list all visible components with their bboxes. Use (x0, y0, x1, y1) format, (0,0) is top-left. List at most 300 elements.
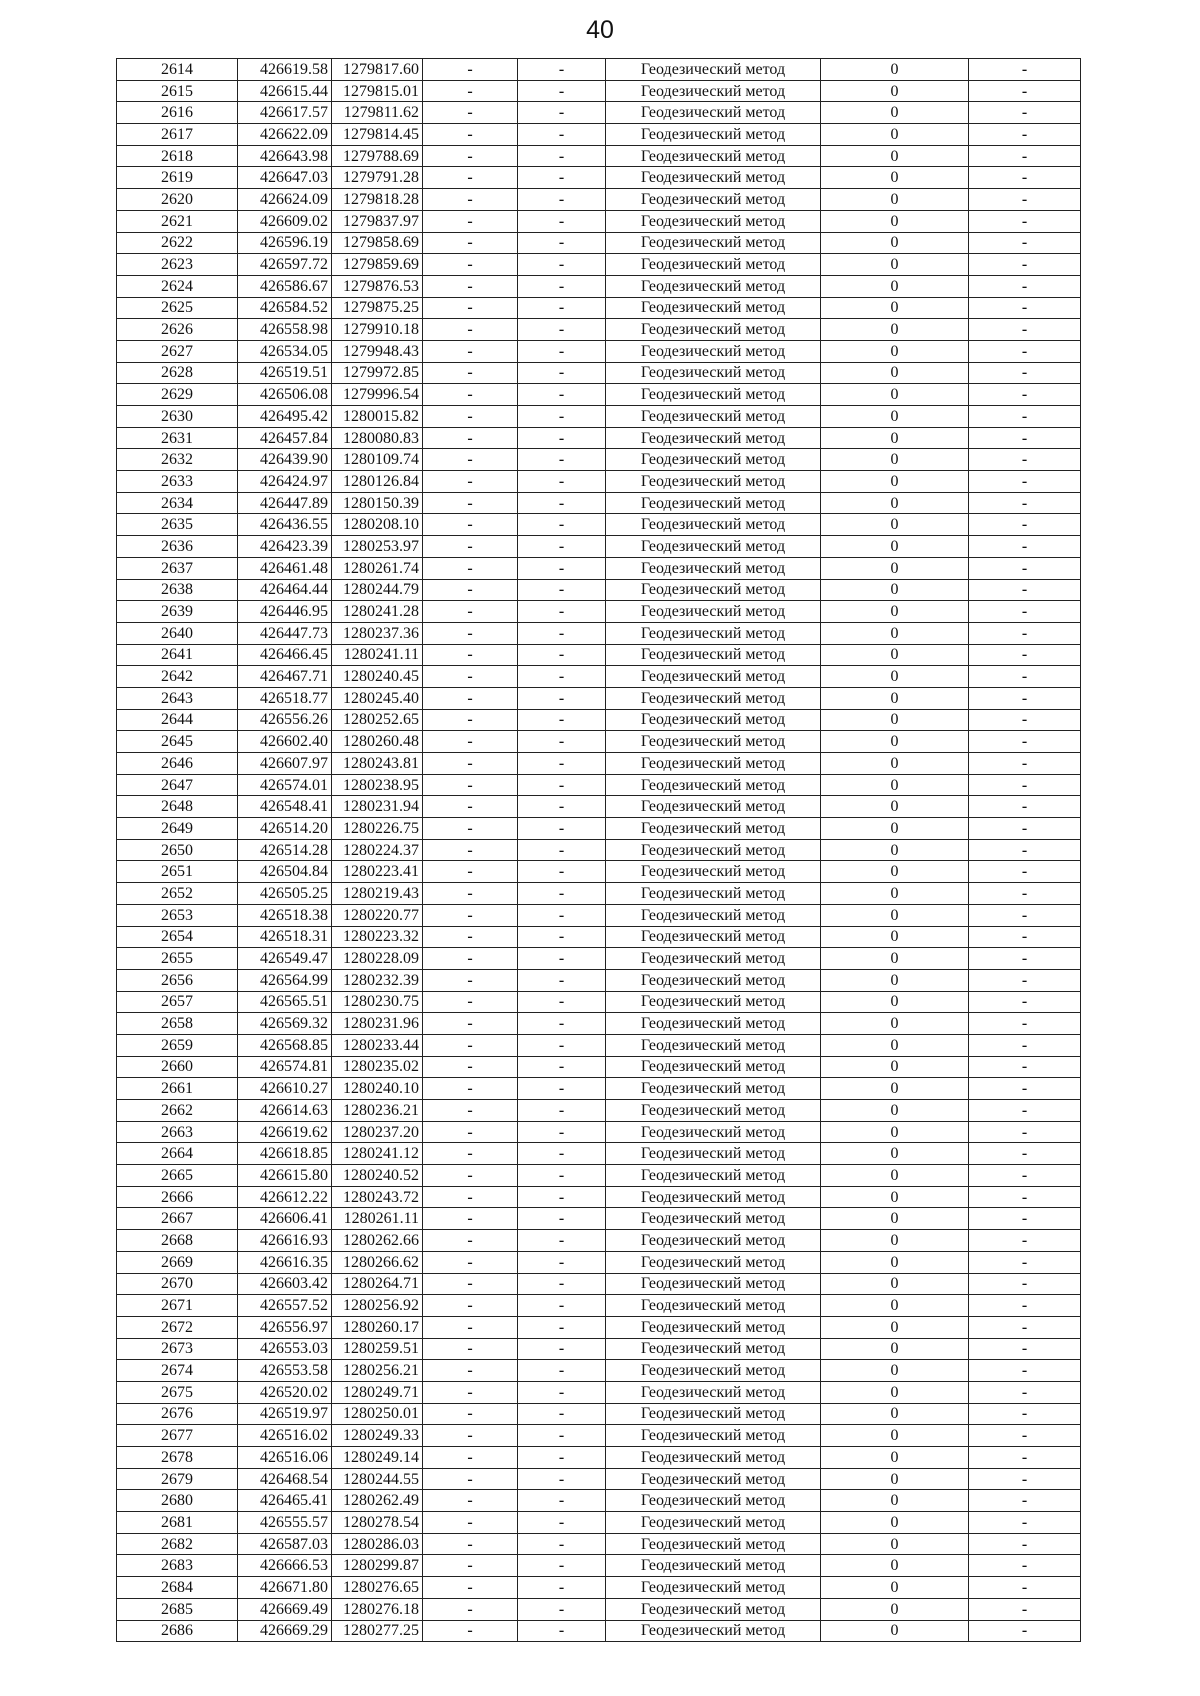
dash-cell: - (423, 340, 518, 362)
dash-cell: - (969, 1056, 1081, 1078)
point-number-cell: 2638 (117, 579, 238, 601)
dash-cell: - (423, 687, 518, 709)
dash-cell: - (969, 991, 1081, 1013)
dash-cell: - (518, 666, 606, 688)
y-coordinate-cell: 1280253.97 (332, 536, 423, 558)
dash-cell: - (969, 904, 1081, 926)
y-coordinate-cell: 1280230.75 (332, 991, 423, 1013)
point-number-cell: 2668 (117, 1230, 238, 1252)
x-coordinate-cell: 426514.20 (238, 818, 332, 840)
dash-cell: - (518, 1381, 606, 1403)
dash-cell: - (518, 297, 606, 319)
method-cell: Геодезический метод (606, 514, 821, 536)
x-coordinate-cell: 426466.45 (238, 644, 332, 666)
dash-cell: - (969, 210, 1081, 232)
dash-cell: - (423, 926, 518, 948)
point-number-cell: 2663 (117, 1121, 238, 1143)
error-value-cell: 0 (821, 1338, 969, 1360)
method-cell: Геодезический метод (606, 818, 821, 840)
dash-cell: - (969, 254, 1081, 276)
table-row (117, 601, 1081, 623)
table-row (117, 1078, 1081, 1100)
method-cell: Геодезический метод (606, 1165, 821, 1187)
y-coordinate-cell: 1280264.71 (332, 1273, 423, 1295)
dash-cell: - (969, 124, 1081, 146)
method-cell: Геодезический метод (606, 557, 821, 579)
dash-cell: - (518, 1273, 606, 1295)
error-value-cell: 0 (821, 1056, 969, 1078)
y-coordinate-cell: 1280240.10 (332, 1078, 423, 1100)
error-value-cell: 0 (821, 232, 969, 254)
table-row (117, 1316, 1081, 1338)
y-coordinate-cell: 1279814.45 (332, 124, 423, 146)
table-row (117, 1121, 1081, 1143)
dash-cell: - (518, 774, 606, 796)
table-row (117, 514, 1081, 536)
table-row (117, 492, 1081, 514)
method-cell: Геодезический метод (606, 1512, 821, 1534)
x-coordinate-cell: 426564.99 (238, 969, 332, 991)
method-cell: Геодезический метод (606, 362, 821, 384)
y-coordinate-cell: 1280236.21 (332, 1100, 423, 1122)
x-coordinate-cell: 426555.57 (238, 1512, 332, 1534)
error-value-cell: 0 (821, 1512, 969, 1534)
error-value-cell: 0 (821, 774, 969, 796)
method-cell: Геодезический метод (606, 384, 821, 406)
x-coordinate-cell: 426505.25 (238, 883, 332, 905)
x-coordinate-cell: 426423.39 (238, 536, 332, 558)
dash-cell: - (969, 319, 1081, 341)
table-row (117, 1056, 1081, 1078)
y-coordinate-cell: 1280233.44 (332, 1034, 423, 1056)
y-coordinate-cell: 1280109.74 (332, 449, 423, 471)
dash-cell: - (423, 319, 518, 341)
method-cell: Геодезический метод (606, 1468, 821, 1490)
dash-cell: - (518, 362, 606, 384)
table-row (117, 904, 1081, 926)
method-cell: Геодезический метод (606, 861, 821, 883)
point-number-cell: 2653 (117, 904, 238, 926)
x-coordinate-cell: 426447.89 (238, 492, 332, 514)
dash-cell: - (423, 1598, 518, 1620)
dash-cell: - (423, 1208, 518, 1230)
error-value-cell: 0 (821, 904, 969, 926)
dash-cell: - (969, 622, 1081, 644)
x-coordinate-cell: 426558.98 (238, 319, 332, 341)
method-cell: Геодезический метод (606, 1425, 821, 1447)
dash-cell: - (518, 254, 606, 276)
y-coordinate-cell: 1279996.54 (332, 384, 423, 406)
table-row (117, 427, 1081, 449)
method-cell: Геодезический метод (606, 1034, 821, 1056)
method-cell: Геодезический метод (606, 774, 821, 796)
x-coordinate-cell: 426584.52 (238, 297, 332, 319)
table-row (117, 883, 1081, 905)
dash-cell: - (423, 59, 518, 81)
table-row (117, 1338, 1081, 1360)
method-cell: Геодезический метод (606, 319, 821, 341)
table-row (117, 167, 1081, 189)
error-value-cell: 0 (821, 1078, 969, 1100)
x-coordinate-cell: 426618.85 (238, 1143, 332, 1165)
table-row (117, 796, 1081, 818)
method-cell: Геодезический метод (606, 883, 821, 905)
dash-cell: - (423, 1013, 518, 1035)
dash-cell: - (423, 1230, 518, 1252)
dash-cell: - (423, 167, 518, 189)
table-row (117, 839, 1081, 861)
dash-cell: - (518, 1447, 606, 1469)
dash-cell: - (518, 818, 606, 840)
table-row (117, 449, 1081, 471)
dash-cell: - (423, 124, 518, 146)
table-row (117, 1013, 1081, 1035)
dash-cell: - (518, 1186, 606, 1208)
method-cell: Геодезический метод (606, 210, 821, 232)
dash-cell: - (969, 1620, 1081, 1642)
error-value-cell: 0 (821, 1620, 969, 1642)
error-value-cell: 0 (821, 449, 969, 471)
method-cell: Геодезический метод (606, 709, 821, 731)
dash-cell: - (423, 1186, 518, 1208)
dash-cell: - (518, 167, 606, 189)
x-coordinate-cell: 426467.71 (238, 666, 332, 688)
dash-cell: - (969, 579, 1081, 601)
dash-cell: - (423, 1425, 518, 1447)
y-coordinate-cell: 1280260.17 (332, 1316, 423, 1338)
error-value-cell: 0 (821, 340, 969, 362)
table-row (117, 948, 1081, 970)
error-value-cell: 0 (821, 1316, 969, 1338)
table-row (117, 1165, 1081, 1187)
table-row (117, 362, 1081, 384)
method-cell: Геодезический метод (606, 796, 821, 818)
dash-cell: - (518, 1013, 606, 1035)
error-value-cell: 0 (821, 536, 969, 558)
method-cell: Геодезический метод (606, 839, 821, 861)
method-cell: Геодезический метод (606, 753, 821, 775)
coordinates-table (116, 58, 1081, 1642)
dash-cell: - (518, 1468, 606, 1490)
point-number-cell: 2667 (117, 1208, 238, 1230)
table-row (117, 384, 1081, 406)
x-coordinate-cell: 426468.54 (238, 1468, 332, 1490)
x-coordinate-cell: 426603.42 (238, 1273, 332, 1295)
dash-cell: - (423, 839, 518, 861)
y-coordinate-cell: 1280126.84 (332, 471, 423, 493)
dash-cell: - (518, 514, 606, 536)
dash-cell: - (969, 1555, 1081, 1577)
point-number-cell: 2674 (117, 1360, 238, 1382)
x-coordinate-cell: 426616.35 (238, 1251, 332, 1273)
point-number-cell: 2615 (117, 80, 238, 102)
method-cell: Геодезический метод (606, 1555, 821, 1577)
dash-cell: - (969, 1316, 1081, 1338)
dash-cell: - (518, 319, 606, 341)
x-coordinate-cell: 426643.98 (238, 145, 332, 167)
point-number-cell: 2666 (117, 1186, 238, 1208)
method-cell: Геодезический метод (606, 1078, 821, 1100)
table-row (117, 536, 1081, 558)
point-number-cell: 2627 (117, 340, 238, 362)
y-coordinate-cell: 1280243.72 (332, 1186, 423, 1208)
error-value-cell: 0 (821, 1165, 969, 1187)
y-coordinate-cell: 1279811.62 (332, 102, 423, 124)
point-number-cell: 2671 (117, 1295, 238, 1317)
point-number-cell: 2622 (117, 232, 238, 254)
dash-cell: - (969, 1273, 1081, 1295)
method-cell: Геодезический метод (606, 1121, 821, 1143)
dash-cell: - (518, 948, 606, 970)
point-number-cell: 2683 (117, 1555, 238, 1577)
dash-cell: - (423, 1360, 518, 1382)
dash-cell: - (518, 1512, 606, 1534)
error-value-cell: 0 (821, 1381, 969, 1403)
x-coordinate-cell: 426516.06 (238, 1447, 332, 1469)
y-coordinate-cell: 1280223.41 (332, 861, 423, 883)
method-cell: Геодезический метод (606, 601, 821, 623)
method-cell: Геодезический метод (606, 1447, 821, 1469)
dash-cell: - (423, 254, 518, 276)
dash-cell: - (969, 557, 1081, 579)
dash-cell: - (518, 275, 606, 297)
error-value-cell: 0 (821, 297, 969, 319)
dash-cell: - (969, 471, 1081, 493)
dash-cell: - (518, 1490, 606, 1512)
y-coordinate-cell: 1280244.55 (332, 1468, 423, 1490)
error-value-cell: 0 (821, 926, 969, 948)
y-coordinate-cell: 1279875.25 (332, 297, 423, 319)
table-row (117, 1100, 1081, 1122)
dash-cell: - (518, 1425, 606, 1447)
dash-cell: - (423, 1034, 518, 1056)
table-row (117, 59, 1081, 81)
dash-cell: - (423, 1620, 518, 1642)
error-value-cell: 0 (821, 1208, 969, 1230)
dash-cell: - (423, 1316, 518, 1338)
error-value-cell: 0 (821, 210, 969, 232)
dash-cell: - (969, 340, 1081, 362)
point-number-cell: 2656 (117, 969, 238, 991)
dash-cell: - (969, 1468, 1081, 1490)
error-value-cell: 0 (821, 1533, 969, 1555)
method-cell: Геодезический метод (606, 1620, 821, 1642)
dash-cell: - (518, 102, 606, 124)
dash-cell: - (518, 1316, 606, 1338)
x-coordinate-cell: 426439.90 (238, 449, 332, 471)
y-coordinate-cell: 1280299.87 (332, 1555, 423, 1577)
method-cell: Геодезический метод (606, 254, 821, 276)
table-row (117, 666, 1081, 688)
error-value-cell: 0 (821, 189, 969, 211)
point-number-cell: 2639 (117, 601, 238, 623)
error-value-cell: 0 (821, 666, 969, 688)
y-coordinate-cell: 1280256.92 (332, 1295, 423, 1317)
dash-cell: - (423, 969, 518, 991)
table-row (117, 1620, 1081, 1642)
method-cell: Геодезический метод (606, 1381, 821, 1403)
point-number-cell: 2626 (117, 319, 238, 341)
error-value-cell: 0 (821, 883, 969, 905)
x-coordinate-cell: 426464.44 (238, 579, 332, 601)
x-coordinate-cell: 426424.97 (238, 471, 332, 493)
point-number-cell: 2651 (117, 861, 238, 883)
dash-cell: - (423, 471, 518, 493)
point-number-cell: 2670 (117, 1273, 238, 1295)
dash-cell: - (423, 427, 518, 449)
dash-cell: - (518, 1078, 606, 1100)
x-coordinate-cell: 426614.63 (238, 1100, 332, 1122)
method-cell: Геодезический метод (606, 1533, 821, 1555)
y-coordinate-cell: 1280208.10 (332, 514, 423, 536)
error-value-cell: 0 (821, 124, 969, 146)
dash-cell: - (423, 145, 518, 167)
y-coordinate-cell: 1280256.21 (332, 1360, 423, 1382)
dash-cell: - (518, 232, 606, 254)
error-value-cell: 0 (821, 1598, 969, 1620)
point-number-cell: 2620 (117, 189, 238, 211)
error-value-cell: 0 (821, 254, 969, 276)
error-value-cell: 0 (821, 406, 969, 428)
x-coordinate-cell: 426615.44 (238, 80, 332, 102)
point-number-cell: 2641 (117, 644, 238, 666)
method-cell: Геодезический метод (606, 622, 821, 644)
table-row (117, 319, 1081, 341)
error-value-cell: 0 (821, 427, 969, 449)
dash-cell: - (969, 731, 1081, 753)
dash-cell: - (518, 1338, 606, 1360)
dash-cell: - (518, 861, 606, 883)
y-coordinate-cell: 1280249.33 (332, 1425, 423, 1447)
method-cell: Геодезический метод (606, 406, 821, 428)
error-value-cell: 0 (821, 622, 969, 644)
dash-cell: - (423, 1403, 518, 1425)
dash-cell: - (518, 991, 606, 1013)
dash-cell: - (969, 1425, 1081, 1447)
dash-cell: - (969, 1295, 1081, 1317)
table-row (117, 818, 1081, 840)
dash-cell: - (969, 1403, 1081, 1425)
dash-cell: - (518, 904, 606, 926)
point-number-cell: 2621 (117, 210, 238, 232)
method-cell: Геодезический метод (606, 948, 821, 970)
dash-cell: - (969, 232, 1081, 254)
table-row (117, 1381, 1081, 1403)
point-number-cell: 2648 (117, 796, 238, 818)
table-row (117, 1533, 1081, 1555)
point-number-cell: 2681 (117, 1512, 238, 1534)
dash-cell: - (969, 189, 1081, 211)
dash-cell: - (518, 1295, 606, 1317)
x-coordinate-cell: 426504.84 (238, 861, 332, 883)
y-coordinate-cell: 1280276.18 (332, 1598, 423, 1620)
point-number-cell: 2657 (117, 991, 238, 1013)
point-number-cell: 2660 (117, 1056, 238, 1078)
point-number-cell: 2640 (117, 622, 238, 644)
point-number-cell: 2665 (117, 1165, 238, 1187)
y-coordinate-cell: 1280266.62 (332, 1251, 423, 1273)
table-row (117, 80, 1081, 102)
table-row (117, 1468, 1081, 1490)
y-coordinate-cell: 1280245.40 (332, 687, 423, 709)
dash-cell: - (423, 1512, 518, 1534)
dash-cell: - (518, 622, 606, 644)
dash-cell: - (518, 1620, 606, 1642)
y-coordinate-cell: 1279818.28 (332, 189, 423, 211)
x-coordinate-cell: 426556.97 (238, 1316, 332, 1338)
error-value-cell: 0 (821, 753, 969, 775)
dash-cell: - (518, 1251, 606, 1273)
table-row (117, 709, 1081, 731)
x-coordinate-cell: 426518.38 (238, 904, 332, 926)
dash-cell: - (969, 601, 1081, 623)
dash-cell: - (518, 731, 606, 753)
dash-cell: - (518, 796, 606, 818)
dash-cell: - (518, 753, 606, 775)
point-number-cell: 2631 (117, 427, 238, 449)
error-value-cell: 0 (821, 1186, 969, 1208)
dash-cell: - (423, 1121, 518, 1143)
table-row (117, 275, 1081, 297)
point-number-cell: 2654 (117, 926, 238, 948)
dash-cell: - (423, 991, 518, 1013)
table-row (117, 579, 1081, 601)
error-value-cell: 0 (821, 319, 969, 341)
dash-cell: - (518, 1056, 606, 1078)
method-cell: Геодезический метод (606, 1143, 821, 1165)
method-cell: Геодезический метод (606, 1273, 821, 1295)
x-coordinate-cell: 426465.41 (238, 1490, 332, 1512)
x-coordinate-cell: 426568.85 (238, 1034, 332, 1056)
table-row (117, 926, 1081, 948)
error-value-cell: 0 (821, 644, 969, 666)
y-coordinate-cell: 1279837.97 (332, 210, 423, 232)
dash-cell: - (969, 666, 1081, 688)
y-coordinate-cell: 1280220.77 (332, 904, 423, 926)
table-row (117, 1273, 1081, 1295)
y-coordinate-cell: 1280250.01 (332, 1403, 423, 1425)
dash-cell: - (518, 1577, 606, 1599)
method-cell: Геодезический метод (606, 687, 821, 709)
error-value-cell: 0 (821, 796, 969, 818)
x-coordinate-cell: 426615.80 (238, 1165, 332, 1187)
point-number-cell: 2673 (117, 1338, 238, 1360)
dash-cell: - (969, 1013, 1081, 1035)
dash-cell: - (423, 536, 518, 558)
dash-cell: - (969, 1186, 1081, 1208)
method-cell: Геодезический метод (606, 666, 821, 688)
x-coordinate-cell: 426647.03 (238, 167, 332, 189)
dash-cell: - (969, 1208, 1081, 1230)
x-coordinate-cell: 426602.40 (238, 731, 332, 753)
x-coordinate-cell: 426666.53 (238, 1555, 332, 1577)
method-cell: Геодезический метод (606, 644, 821, 666)
y-coordinate-cell: 1279972.85 (332, 362, 423, 384)
x-coordinate-cell: 426457.84 (238, 427, 332, 449)
y-coordinate-cell: 1280223.32 (332, 926, 423, 948)
x-coordinate-cell: 426553.03 (238, 1338, 332, 1360)
point-number-cell: 2679 (117, 1468, 238, 1490)
table-row (117, 340, 1081, 362)
method-cell: Геодезический метод (606, 297, 821, 319)
dash-cell: - (969, 969, 1081, 991)
point-number-cell: 2637 (117, 557, 238, 579)
y-coordinate-cell: 1280259.51 (332, 1338, 423, 1360)
dash-cell: - (969, 1100, 1081, 1122)
point-number-cell: 2685 (117, 1598, 238, 1620)
dash-cell: - (518, 601, 606, 623)
dash-cell: - (969, 536, 1081, 558)
